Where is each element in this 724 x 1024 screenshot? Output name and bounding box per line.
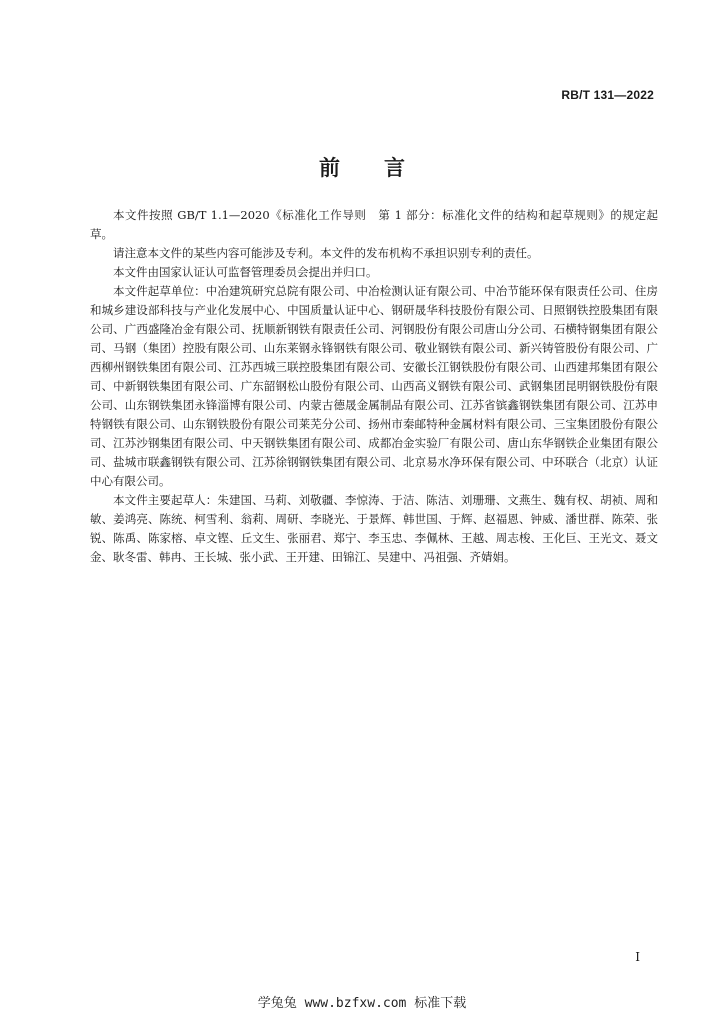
page-title: 前言 — [319, 156, 449, 180]
download-watermark: 学兔兔 www.bzfxw.com 标准下载 — [257, 996, 467, 1011]
foreword-body — [90, 206, 658, 567]
paragraph-proposer: 本文件由国家认证认可监督管理委员会提出并归口。 — [113, 265, 378, 279]
paragraph-drafting-units: 本文件起草单位：中冶建筑研究总院有限公司、中冶检测认证有限公司、中冶节能环保有限责任公司、住房和城乡建设部科技与产业化发展中心、中国质量认证中心、钢研晟华科技股份有限公司、日照钢铁控股集团有限公司、广西盛隆冶金有限公司、抚顺新钢铁有限责任公司、河钢股份有限公司唐山分公司、石横特钢集团有限公司、马钢（集团）控股有限公司、山东莱钢永锋钢铁有限公司、敬业钢铁有限公司、新兴铸管股份有限公司、广西柳州钢铁集团有限公司、江苏西城三联控股集团有限公司、安徽长江钢铁股份有限公司、山西建邦集团有限公司、中新钢铁集团有限公司、广东韶钢松山股份有限公司、山西高义钢铁有限公司、武钢集团昆明钢铁股份有限公司、山东钢铁集团永锋淄博有限公司、内蒙古德晟金属制品有限公司、江苏省镔鑫钢铁集团有限公司、江苏申特钢铁有限公司、山东钢铁股份有限公司莱芜分公司、扬州市秦邮特种金属材料有限公司、三宝集团股份有限公司、江苏沙钢集团有限公司、中天钢铁集团有限公司、成都冶金实验厂有限公司、唐山东华钢铁企业集团有限公司、盐城市联鑫钢铁有限公司、江苏徐钢钢铁集团有限公司、北京易水净环保有限公司、中环联合（北京）认证中心有限公司。 — [90, 284, 658, 488]
page-number: I — [635, 950, 640, 964]
paragraph-drafting-rules: 本文件按照 GB/T 1.1—2020《标准化工作导则 第 1 部分：标准化文件的结构和起草规则》的规定起草。 — [90, 208, 658, 241]
standard-code: RB/T 131—2022 — [561, 88, 654, 102]
paragraph-drafters: 本文件主要起草人：朱建国、马莉、刘敬疆、李惊涛、于洁、陈洁、刘珊珊、文燕生、魏有权、胡祯、周和敏、姜鸿亮、陈统、柯雪利、翁莉、周研、李晓光、于景辉、韩世国、于辉、赵福恩、钟威、潘世群、陈荣、张锐、陈禹、陈家榕、卓文铿、丘文生、张丽君、郑宁、李玉忠、李佩林、王越、周志梭、王化巨、王光文、聂文金、耿冬雷、韩冉、王长城、张小武、王开建、田锦江、吴建中、冯祖强、齐婧娟。 — [90, 493, 658, 564]
paragraph-patent-notice: 请注意本文件的某些内容可能涉及专利。本文件的发布机构不承担识别专利的责任。 — [113, 246, 539, 260]
